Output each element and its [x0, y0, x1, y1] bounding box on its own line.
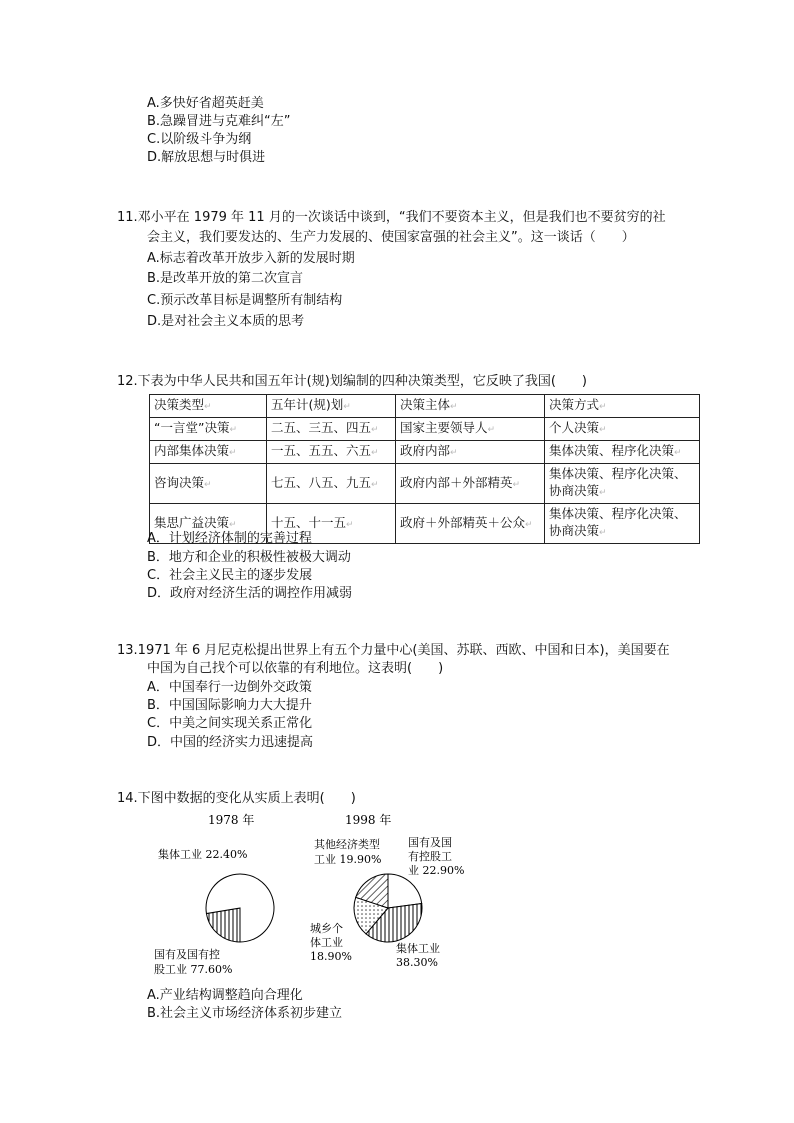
table-cell: 咨询决策↵ [150, 464, 267, 504]
chart1978-title: 1978 年 [208, 813, 255, 827]
pie1998-slice-state [388, 874, 422, 908]
chart1978-label-state-line2: 股工业 77.60% [154, 963, 233, 976]
table-header-row [150, 395, 700, 418]
q12-stem: 12.下表为中华人民共和国五年计(规)划编制的四种决策类型，它反映了我国( ) [117, 374, 587, 389]
table-cell: 内部集体决策↵ [150, 441, 267, 464]
chart1998-label-collective-line2: 38.30% [396, 956, 438, 969]
q12-option-a: A．计划经济体制的完善过程 [147, 531, 312, 546]
pie-charts-figure [140, 808, 500, 978]
q12-option-d: D．政府对经济生活的调控作用减弱 [147, 586, 353, 601]
q10-option-a: A.多快好省超英赶美 [147, 96, 264, 111]
q12-option-c: C．社会主义民主的逐步发展 [147, 568, 313, 583]
chart1998-label-other-line1: 其他经济类型 [314, 838, 380, 851]
q11-option-a: A.标志着改革开放步入新的发展时期 [147, 251, 355, 266]
chart1998-label-state-line3: 业 22.90% [408, 864, 465, 877]
table-cell: 国家主要领导人↵ [396, 418, 545, 441]
q11-option-d: D.是对社会主义本质的思考 [147, 314, 305, 329]
table-row [150, 418, 700, 441]
chart1998-title: 1998 年 [345, 813, 392, 827]
table-row [150, 464, 700, 504]
table-cell: 个人决策↵ [545, 418, 700, 441]
q13-stem-line2: 中国为自己找个可以依靠的有利地位。这表明( ) [147, 661, 444, 676]
chart1978-label-collective: 集体工业 22.40% [158, 848, 248, 861]
q11-stem-line1: 11.邓小平在 1979 年 11 月的一次谈话中谈到，“我们不要资本主义，但是我们也不要贫穷的社 [117, 210, 666, 225]
table-cell: 集体决策、程序化决策、协商决策↵ [545, 464, 700, 504]
table-row [150, 441, 700, 464]
decision-table [149, 394, 700, 544]
chart1998-label-state-line2: 有控股工 [408, 850, 452, 863]
header-cell: 决策主体↵ [396, 395, 545, 418]
table-cell: 七五、八五、九五↵ [267, 464, 396, 504]
table-cell: 一五、五五、六五↵ [267, 441, 396, 464]
chart1998-label-state-line1: 国有及国 [408, 836, 452, 849]
table-cell: “一言堂”决策↵ [150, 418, 267, 441]
table-cell: 政府内部＋外部精英↵ [396, 464, 545, 504]
chart1998-label-private-line1: 城乡个 [310, 922, 343, 935]
table-cell: 政府内部↵ [396, 441, 545, 464]
q10-option-b: B.急躁冒进与克难纠“左” [147, 114, 291, 129]
table-cell: 十五、十一五↵ [267, 504, 396, 544]
chart1998-label-private-line2: 体工业 [310, 936, 343, 949]
table-cell: 政府＋外部精英＋公众↵ [396, 504, 545, 544]
q14-option-a: A.产业结构调整趋向合理化 [147, 988, 303, 1003]
header-cell: 五年计(规)划↵ [267, 395, 396, 418]
q14-option-b: B.社会主义市场经济体系初步建立 [147, 1006, 343, 1021]
table-cell: 集体决策、程序化决策↵ [545, 441, 700, 464]
q13-stem-line1: 13.1971 年 6 月尼克松提出世界上有五个力量中心(美国、苏联、西欧、中国和日本)，美国要在 [117, 643, 670, 658]
table-cell: 集体决策、程序化决策、协商决策↵ [545, 504, 700, 544]
chart1998-label-collective-line1: 集体工业 [396, 942, 440, 955]
q10-option-c: C.以阶级斗争为纲 [147, 132, 252, 147]
q10-option-d: D.解放思想与时俱进 [147, 150, 266, 165]
q13-option-c: C．中美之间实现关系正常化 [147, 716, 313, 731]
q13-option-a: A．中国奉行一边倒外交政策 [147, 680, 312, 695]
pie-1978 [206, 874, 274, 942]
q11-option-b: B.是改革开放的第二次宣言 [147, 271, 304, 286]
table-cell: 集思广益决策↵ [150, 504, 267, 544]
q13-option-b: B．中国国际影响力大大提升 [147, 698, 312, 713]
q12-option-b: B．地方和企业的积极性被极大调动 [147, 550, 351, 565]
q11-stem-line2: 会主义，我们要发达的、生产力发展的、使国家富强的社会主义”。这一谈话（ ） [147, 230, 635, 245]
chart1978-label-state-line1: 国有及国有控 [154, 948, 220, 961]
pie-1998 [354, 874, 422, 942]
chart1998-label-other-line2: 工业 19.90% [314, 853, 382, 866]
header-cell: 决策类型↵ [150, 395, 267, 418]
header-cell: 决策方式↵ [545, 395, 700, 418]
q13-option-d: D．中国的经济实力迅速提高 [147, 735, 314, 750]
q11-option-c: C.预示改革目标是调整所有制结构 [147, 293, 343, 308]
chart1998-label-private-line3: 18.90% [310, 950, 352, 963]
q14-stem: 14.下图中数据的变化从实质上表明( ) [117, 791, 356, 806]
table-cell: 二五、三五、四五↵ [267, 418, 396, 441]
